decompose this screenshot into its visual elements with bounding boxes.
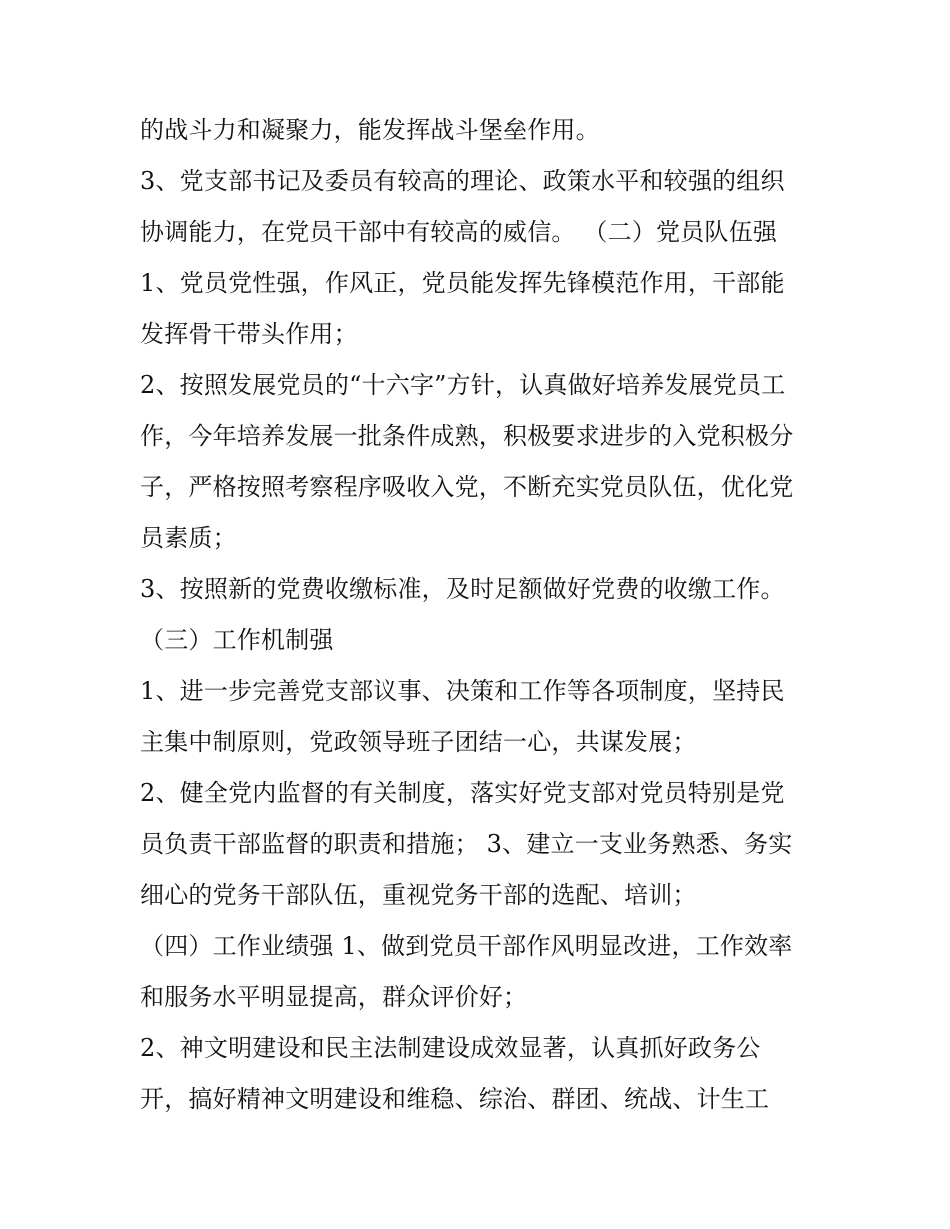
- text-line: 员负责干部监督的职责和措施； 3、建立一支业务熟悉、务实: [140, 830, 793, 858]
- text-line: 主集中制原则，党政领导班子团结一心，共谋发展；: [140, 728, 697, 756]
- text-line: 作，今年培养发展一批条件成熟，积极要求进步的入党积极分: [140, 422, 794, 450]
- text-line: 发挥骨干带头作用；: [140, 320, 358, 348]
- text-line: 3、党支部书记及委员有较高的理论、政策水平和较强的组织: [140, 167, 785, 195]
- text-line: （四）工作业绩强 1、做到党员干部作风明显改进，工作效率: [140, 932, 793, 960]
- text-line: 开，搞好精神文明建设和维稳、综治、群团、统战、计生工: [140, 1085, 770, 1113]
- text-line: 的战斗力和凝聚力，能发挥战斗堡垒作用。: [140, 116, 600, 144]
- text-line: 细心的党务干部队伍，重视党务干部的选配、培训；: [140, 881, 697, 909]
- document-body: [140, 105, 820, 1125]
- text-line: 和服务水平明显提高，群众评价好；: [140, 983, 528, 1011]
- text-line: 员素质；: [140, 524, 237, 552]
- text-line: 子，严格按照考察程序吸收入党，不断充实党员队伍，优化党: [140, 473, 794, 501]
- text-line: 协调能力，在党员干部中有较高的威信。 （二）党员队伍强: [140, 218, 778, 246]
- text-line: （三）工作机制强: [140, 626, 334, 654]
- text-line: 1、进一步完善党支部议事、决策和工作等各项制度，坚持民: [140, 677, 785, 705]
- text-line: 2、神文明建设和民主法制建设成效显著，认真抓好政务公: [140, 1034, 761, 1062]
- text-line: 3、按照新的党费收缴标准，及时足额做好党费的收缴工作。: [140, 575, 785, 603]
- text-line: 2、按照发展党员的“十六字”方针，认真做好培养发展党员工: [140, 371, 786, 399]
- text-line: 2、健全党内监督的有关制度，落实好党支部对党员特别是党: [140, 779, 785, 807]
- text-line: 1、党员党性强，作风正，党员能发挥先锋模范作用，干部能: [140, 269, 785, 297]
